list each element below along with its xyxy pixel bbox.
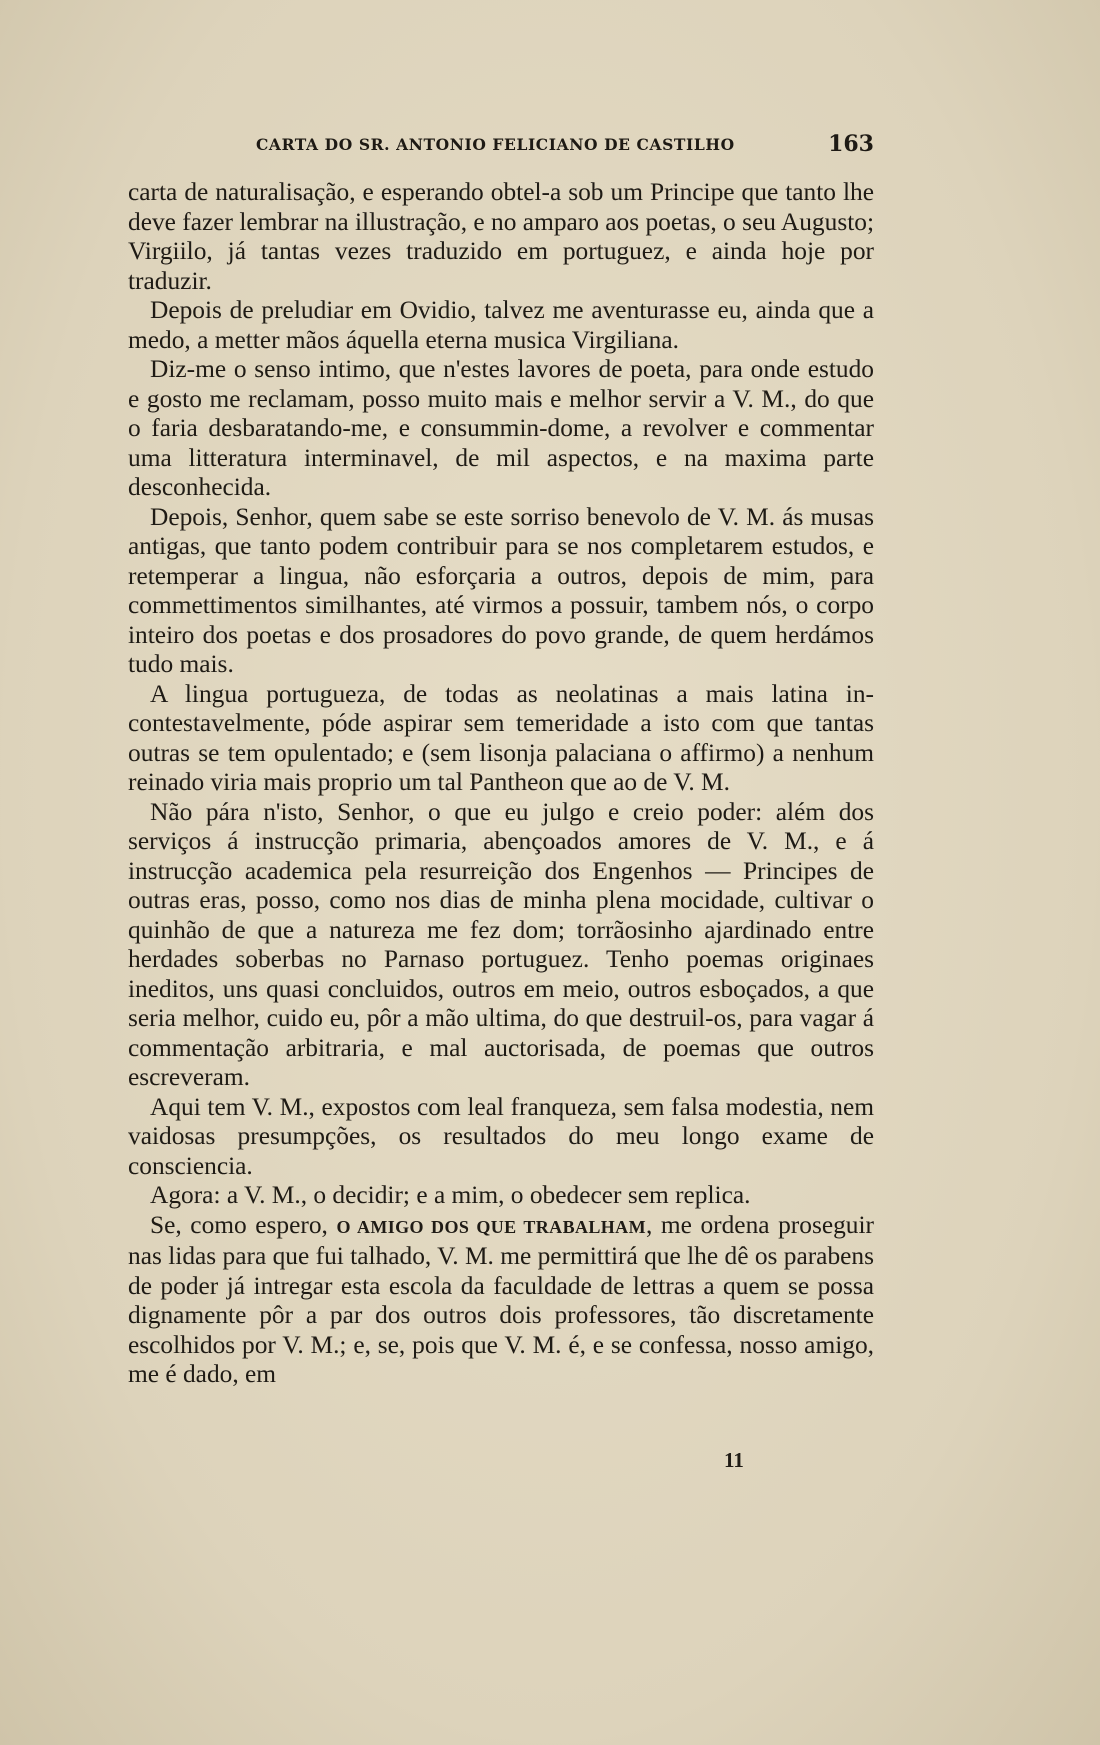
paragraph-2: Depois de preludiar em Ovidio, talvez me aventurasse eu, ainda que a medo, a metter mãos áquella eterna musica Virgiliana. bbox=[128, 296, 874, 354]
paragraph-9-rest: , me ordena proseguir nas lidas para que fui talhado, V. M. me permittirá que lhe dê os parabens de poder já intregar esta escola da faculdade de lettras a quem se possa dignamente pôr a par dos outros dois professores, tão discretamente escolhidos por V. M.; e, se, pois que V. M. é, e se confessa, nosso amigo, me é dado, em bbox=[128, 1210, 874, 1388]
paragraph-9 bbox=[128, 1211, 874, 1390]
paragraph-1: carta de naturalisação, e esperando obtel-a sob um Principe que tanto lhe deve fazer lembrar na illustração, e no amparo aos poetas, o seu Augusto; Virgiilo, já tantas vezes traduzido em portuguez, e ainda hoje por traduzir. bbox=[128, 178, 874, 295]
paragraph-4: Depois, Senhor, quem sabe se este sorriso benevolo de V. M. ás musas antigas, que tanto podem contribuir para se nos completarem estudos, e retemperar a lingua, não esforçaria a outros, depois de mim, para commettimentos similhantes, até virmos a possuir, tambem nós, o corpo inteiro dos poetas e dos prosadores do povo grande, de quem herdámos tudo mais. bbox=[128, 502, 874, 678]
signature-mark: 11 bbox=[724, 1448, 744, 1472]
paragraph-5: A lingua portugueza, de todas as neolatinas a mais latina incontestavelmente, póde aspirar sem temeridade a isto com que tantas outras se tem opulentado; e (sem lisonja palaciana o affirmo) a nenhum reinado viria mais proprio um tal Pantheon que ao de V. M. bbox=[128, 679, 874, 796]
paragraph-7: Aqui tem V. M., expostos com leal franqueza, sem falsa modestia, nem vaidosas presumpções, os resultados do meu longo exame de consciencia. bbox=[128, 1092, 874, 1180]
paragraph-8: Agora: a V. M., o decidir; e a mim, o obedecer sem replica. bbox=[150, 1181, 751, 1209]
running-head bbox=[128, 131, 874, 165]
paragraph-3: Diz-me o senso intimo, que n'estes lavores de poeta, para onde estudo e gosto me reclamam, posso muito mais e melhor servir a V. M., do que o faria desbaratando-me, e consummin-dome, a revolver e commentar uma litteratura interminavel, de mil aspectos, e na maxima parte desconhecida. bbox=[128, 355, 874, 501]
running-title: CARTA DO SR. ANTONIO FELICIANO DE CASTILHO bbox=[256, 135, 735, 154]
page-number: 163 bbox=[828, 131, 874, 157]
paragraph-9-smallcaps: O AMIGO DOS QUE TRABALHAM bbox=[336, 1216, 646, 1237]
body-text bbox=[128, 178, 874, 1390]
paragraph-6: Não pára n'isto, Senhor, o que eu julgo e creio poder: além dos serviços á instrucção primaria, abençoados amores de V. M., e á instrucção academica pela resurreição dos Engenhos — Principes de outras eras, posso, como nos dias de minha plena mocidade, cultivar o quinhão de que a natureza me fez dom; torrãosinho ajardinado entre herdades soberbas no Parnaso portuguez. Tenho poemas originaes ineditos, uns quasi concluidos, outros em meio, outros esboçados, a que seria melhor, cuido eu, pôr a mão ultima, do que destruil-os, para vagar á commentação arbitraria, e mal auctorisada, de poemas que outros escreveram. bbox=[128, 797, 874, 1091]
paragraph-9-lead: Se, como espero, bbox=[150, 1210, 337, 1239]
